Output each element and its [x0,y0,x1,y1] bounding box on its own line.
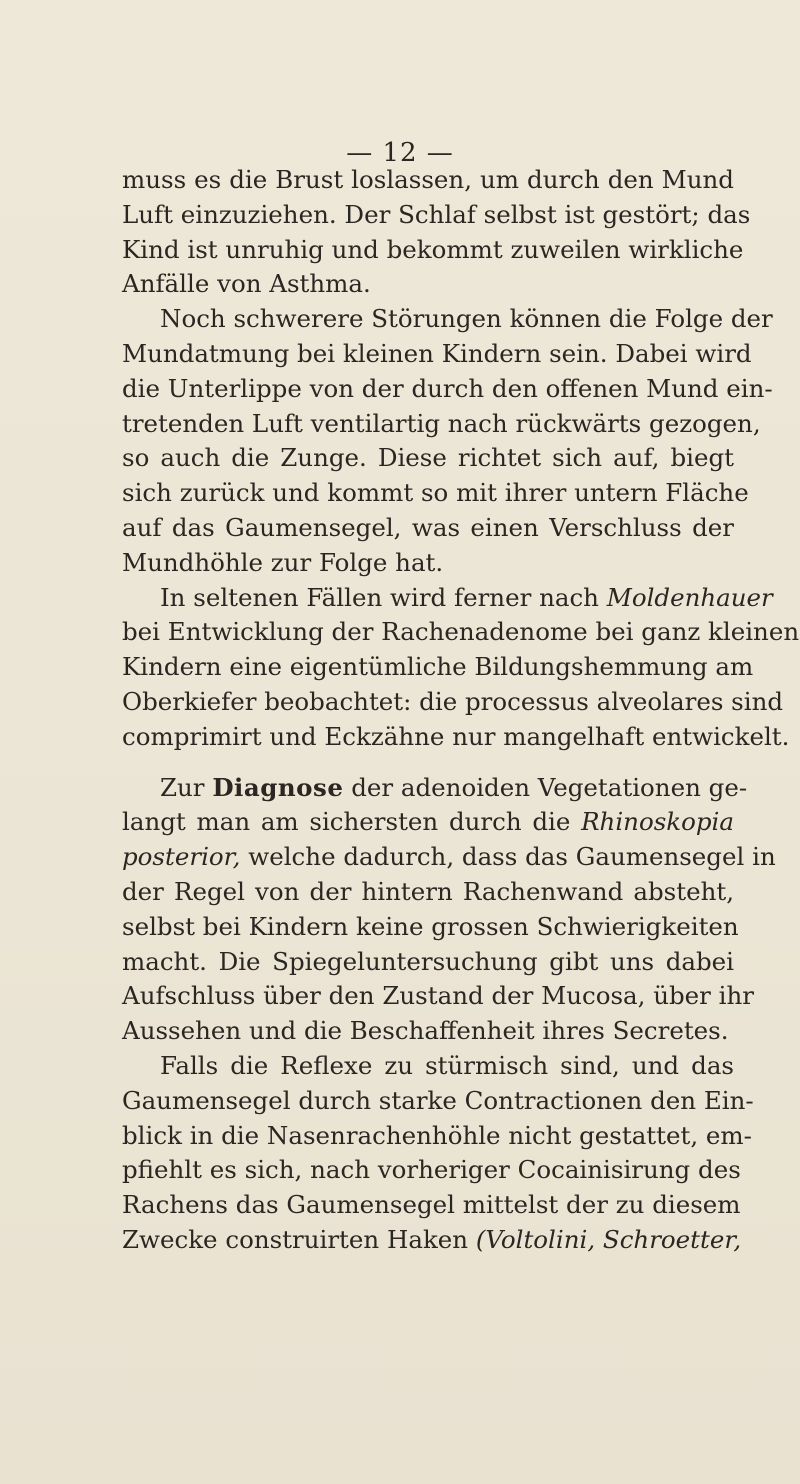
text-line: die Unterlippe von der durch den offenen Mund ein- [122,373,773,403]
text-line: der Regel von der hintern Rachenwand absteht, [122,876,734,906]
text-span: Zwecke construirten Haken [122,1224,476,1254]
text-line: so auch die Zunge. Diese richtet sich auf, biegt [122,443,734,473]
text-line: Anfälle von Asthma. [122,269,371,299]
text-line: pfiehlt es sich, nach vorheriger Cocainisirung des [122,1155,741,1185]
text-line: selbst bei Kindern keine grossen Schwierigkeiten [122,911,739,941]
author-names: (Voltolini, Schroetter, [475,1224,742,1254]
text-span: welche dadurch, dass das Gaumensegel in [240,842,776,872]
text-line: Oberkiefer beobachtet: die processus alveolares sind [122,686,784,716]
section-keyword: Diagnose [212,772,344,802]
paragraph [122,771,776,1049]
page-number: — 12 — [346,138,454,168]
text-line [122,840,776,875]
text-line: Rachens das Gaumensegel mittelst der zu diesem [122,1190,741,1220]
text-line: blick in die Nasenrachenhöhle nicht gestattet, em- [122,1120,752,1150]
text-line: Kind ist unruhig und bekommt zuweilen wirkliche [122,234,744,264]
text-line: Falls die Reflexe zu stürmisch sind, und das [160,1050,734,1080]
term-italic: Rhinoskopia [581,807,734,837]
text-line: Kindern eine eigentümliche Bildungshemmung am [122,652,754,682]
text-line: macht. Die Spiegeluntersuchung gibt uns dabei [122,946,734,976]
text-line: comprimirt und Eckzähne nur mangelhaft entwickelt. [122,721,790,751]
text-line: Luft einzuziehen. Der Schlaf selbst ist gestört; das [122,199,751,229]
paragraph [122,302,773,580]
paragraph-gap [122,755,734,771]
author-name: Moldenhauer [606,582,773,612]
text-line: Mundhöhle zur Folge hat. [122,547,444,577]
paragraph [122,163,751,302]
text-span: Zur [160,772,213,802]
text-line: Noch schwerere Störungen können die Folge der [160,304,773,334]
text-line: Mundatmung bei kleinen Kindern sein. Dabei wird [122,338,752,368]
text-line: bei Entwicklung der Rachenadenome bei ganz kleinen [122,617,800,647]
body-text [122,163,800,1258]
text-line: auf das Gaumensegel, was einen Verschluss der [122,512,734,542]
text-line [122,771,748,806]
paragraph [122,1049,754,1258]
text-line: Aufschluss über den Zustand der Mucosa, über ihr [122,981,755,1011]
text-line [122,581,773,616]
text-line [122,1223,742,1258]
text-span: In seltenen Fällen wird ferner nach [160,582,607,612]
text-line: sich zurück und kommt so mit ihrer untern Fläche [122,478,749,508]
text-span: der adenoiden Vegetationen ge- [343,772,748,802]
text-line: muss es die Brust loslassen, um durch den Mund [122,165,734,194]
text-span: langt man am sichersten durch die [122,807,582,837]
paragraph [122,581,800,755]
text-line: tretenden Luft ventilartig nach rückwärts gezogen, [122,408,761,438]
text-line: Gaumensegel durch starke Contractionen den Ein- [122,1085,754,1115]
text-line [122,805,734,840]
text-line: Aussehen und die Beschaffenheit ihres Secretes. [122,1016,729,1046]
term-italic: posterior, [122,842,241,872]
